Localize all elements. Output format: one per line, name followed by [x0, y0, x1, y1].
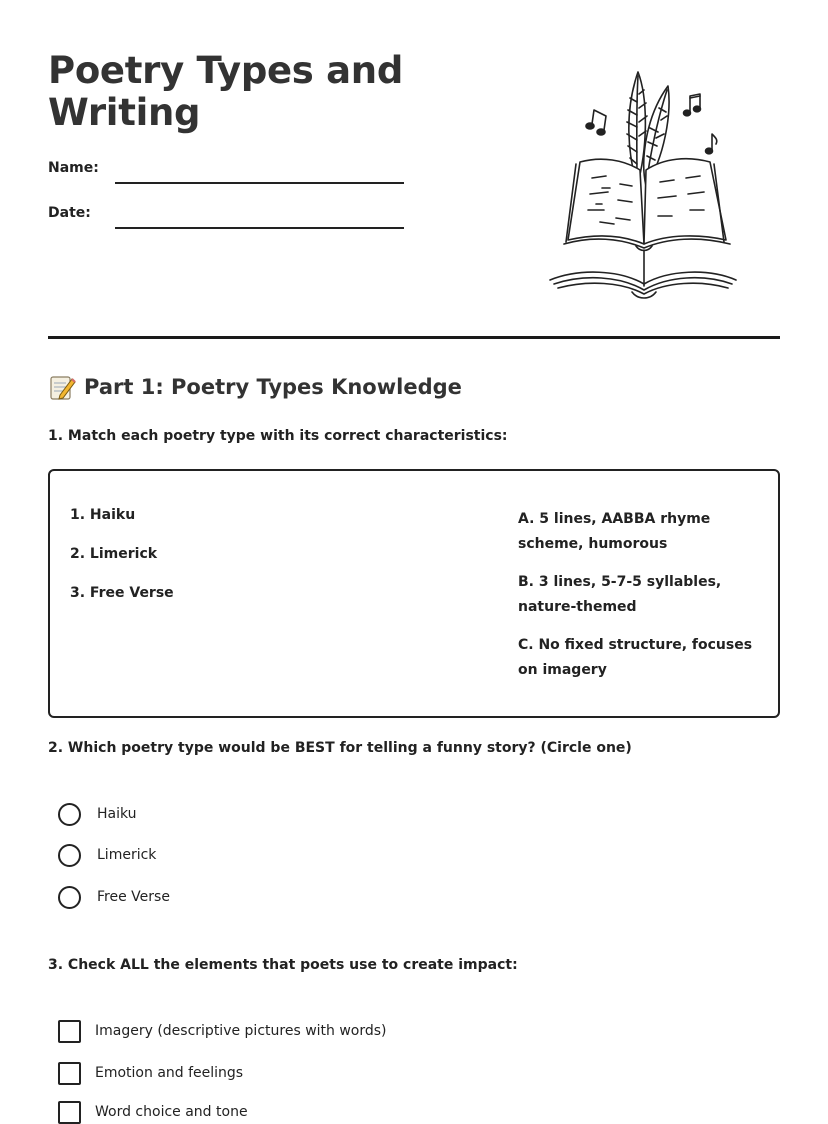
option-label: Free Verse — [97, 889, 170, 905]
checkbox[interactable] — [58, 1020, 81, 1043]
part1-title: Part 1: Poetry Types Knowledge — [84, 375, 462, 399]
characteristics-list — [518, 507, 768, 696]
poetry-type-item: 1. Haiku — [70, 507, 136, 523]
checkbox[interactable] — [58, 1101, 81, 1124]
poetry-type-item: 3. Free Verse — [70, 585, 174, 601]
poetry-type-item: 2. Limerick — [70, 546, 158, 562]
date-label: Date: — [48, 205, 91, 221]
radio-button[interactable] — [58, 844, 81, 867]
date-line[interactable] — [115, 227, 404, 229]
radio-option-limerick[interactable] — [58, 843, 156, 867]
option-label: Limerick — [97, 847, 157, 863]
option-label: Emotion and feelings — [95, 1065, 244, 1081]
characteristic-item: C. No fixed structure, focuses on imagery — [518, 637, 753, 678]
question-3: 3. Check ALL the elements that poets use to create impact: — [48, 957, 518, 973]
poetry-type-list — [70, 507, 174, 624]
question-2: 2. Which poetry type would be BEST for telling a funny story? (Circle one) — [48, 740, 632, 756]
characteristic-item: A. 5 lines, AABBA rhyme scheme, humorous — [518, 511, 711, 552]
book-quill-music-illustration — [540, 58, 740, 304]
name-label: Name: — [48, 160, 99, 176]
option-label: Imagery (descriptive pictures with words) — [95, 1023, 387, 1039]
checkbox-option-emotion[interactable] — [58, 1061, 243, 1085]
checkbox[interactable] — [58, 1062, 81, 1085]
name-line[interactable] — [115, 182, 404, 184]
checkbox-option-word-choice[interactable] — [58, 1100, 248, 1124]
matching-box — [48, 469, 780, 718]
option-label: Word choice and tone — [95, 1104, 248, 1120]
part1-heading — [48, 373, 462, 401]
radio-option-haiku[interactable] — [58, 802, 137, 826]
characteristic-item: B. 3 lines, 5-7-5 syllables, nature-themed — [518, 574, 722, 615]
radio-button[interactable] — [58, 803, 81, 826]
question-1: 1. Match each poetry type with its correct characteristics: — [48, 428, 508, 444]
page-title: Poetry Types and Writing — [48, 49, 404, 134]
radio-option-free-verse[interactable] — [58, 885, 170, 909]
radio-button[interactable] — [58, 886, 81, 909]
memo-icon — [48, 373, 76, 401]
checkbox-option-imagery[interactable] — [58, 1019, 387, 1043]
section-divider — [48, 336, 780, 339]
option-label: Haiku — [97, 806, 137, 822]
